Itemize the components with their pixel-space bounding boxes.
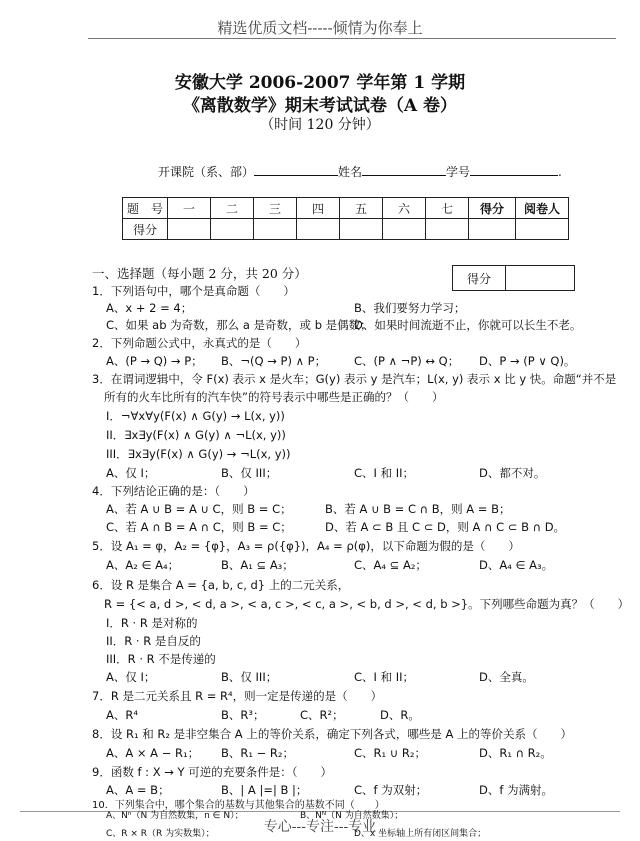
student-info-line	[158, 163, 562, 180]
name-blank[interactable]	[362, 163, 446, 176]
score-cell[interactable]	[340, 219, 383, 240]
question-stem-cont: 所有的火车比所有的汽车快”的符号表示中哪些是正确的？（ ）	[104, 390, 444, 404]
option-d: D、R₁ ∩ R₂。	[479, 746, 552, 760]
question-stem: 8．设 R₁ 和 R₂ 是非空集合 A 上的等价关系，确定下列各式，哪些是 A 上的等价关系（ ）	[92, 727, 572, 741]
statement-ii: II．R · R 是自反的	[106, 634, 201, 648]
question-stem: 1．下列语句中，哪个是真命题（ ）	[92, 284, 295, 298]
name-label: 姓名	[338, 165, 363, 179]
score-cell[interactable]	[516, 219, 569, 240]
option-b: B、¬(Q → P) ∧ P；	[221, 354, 327, 368]
header-cell: 得分	[469, 198, 516, 219]
option-d: D、P → (P ∨ Q)。	[479, 354, 576, 368]
question-stem: 7．R 是二元关系且 R = R⁴，则一定是传递的是（ ）	[92, 689, 383, 703]
header-cell: 题 号	[123, 198, 168, 219]
header-cell: 二	[211, 198, 254, 219]
score-cell[interactable]	[168, 219, 211, 240]
question-stem: 5．设 A₁ = φ，A₂ = {φ}，A₃ = ρ({φ})，A₄ = ρ(φ)，以下命题为假的是（ ）	[92, 539, 520, 553]
option-a: A、x + 2 = 4；	[106, 301, 193, 315]
option-a: A、A = B；	[106, 783, 170, 797]
score-cell[interactable]	[254, 219, 297, 240]
option-a: A、(P → Q) → P；	[106, 354, 203, 368]
header-cell: 六	[383, 198, 426, 219]
option-a: A、R⁴	[106, 708, 138, 722]
header-cell: 七	[426, 198, 469, 219]
option-b: B、仅 III；	[221, 670, 278, 684]
header-cell: 阅卷人	[516, 198, 569, 219]
option-a: A、Nⁿ（N 为自然数集，n ∈ N）；	[106, 811, 244, 821]
exam-subtitle: 《离散数学》期末考试试卷（A 卷）	[182, 96, 458, 116]
option-b: B、我们要努力学习；	[354, 301, 466, 315]
score-cell[interactable]	[211, 219, 254, 240]
option-a: A、仅 I；	[106, 466, 156, 480]
option-b: B、A₁ ⊆ A₃；	[221, 558, 294, 572]
header-cell: 五	[340, 198, 383, 219]
option-b: B、R₁ − R₂；	[221, 746, 295, 760]
option-a: A、若 A ∪ B = A ∪ C，则 B = C；	[106, 502, 292, 516]
option-c: C、若 A ∩ B = A ∩ C，则 B = C；	[106, 520, 292, 534]
section-score-box	[452, 265, 575, 291]
option-c: C、A₄ ⊆ A₂；	[354, 558, 427, 572]
exam-title: 安徽大学 2006-2007 学年第 1 学期	[174, 73, 466, 93]
option-a: A、A₂ ∈ A₄；	[106, 558, 180, 572]
option-c: C、I 和 II；	[354, 466, 415, 480]
option-a: A、A × A − R₁；	[106, 746, 200, 760]
college-blank[interactable]	[254, 163, 338, 176]
statement-iii: III．∃x∃y(F(x) ∧ G(y) → ¬L(x, y))	[106, 447, 291, 461]
college-label: 开课院（系、部）	[158, 165, 255, 179]
option-d: D、x 坐标轴上所有闭区间集合；	[354, 829, 487, 839]
question-stem-cont: R = {< a, d >, < d, a >, < a, c >, < c, a >, < b, d >, < d, b >}。下列哪些命题为真？（ ）	[104, 597, 630, 611]
id-label: 学号	[446, 165, 471, 179]
option-c: C、I 和 II；	[354, 670, 415, 684]
question-stem: 2．下列命题公式中，永真式的是（ ）	[92, 336, 307, 350]
option-b: B、R³；	[221, 708, 265, 722]
option-d: D、如果时间流逝不止，你就可以长生不老。	[354, 318, 582, 332]
score-cell[interactable]	[469, 219, 516, 240]
option-d: D、R。	[380, 708, 420, 722]
header-cell: 三	[254, 198, 297, 219]
score-cell[interactable]	[383, 219, 426, 240]
statement-i: I．R · R 是对称的	[106, 616, 198, 630]
header-cell: 一	[168, 198, 211, 219]
option-c: C、R₁ ∪ R₂；	[354, 746, 426, 760]
info-end: .	[558, 165, 562, 179]
page-footer: 专心---专注---专业	[263, 819, 377, 835]
option-d: D、全真。	[479, 670, 534, 684]
row-label-cell: 得分	[123, 219, 168, 240]
option-a: A、仅 I；	[106, 670, 156, 684]
exam-duration: （时间 120 分钟）	[260, 117, 380, 133]
score-header-row	[123, 198, 569, 219]
question-stem: 6．设 R 是集合 A = {a, b, c, d} 上的二元关系，	[92, 578, 350, 592]
statement-ii: II．∃x∃y(F(x) ∧ G(y) ∧ ¬L(x, y))	[106, 428, 286, 442]
section-score-cell[interactable]	[506, 266, 575, 291]
id-blank[interactable]	[470, 163, 558, 176]
option-b: B、若 A ∪ B = C ∩ B，则 A = B；	[325, 502, 511, 516]
score-cell[interactable]	[297, 219, 340, 240]
score-cell[interactable]	[426, 219, 469, 240]
score-value-row	[123, 219, 569, 240]
question-stem: 4．下列结论正确的是：（ ）	[92, 484, 255, 498]
option-c: C、(P ∧ ¬P) ↔ Q；	[354, 354, 460, 368]
page-header: 精选优质文档-----倾情为你奉上	[217, 19, 423, 37]
header-rule	[88, 38, 616, 39]
header-cell: 四	[297, 198, 340, 219]
option-c: C、如果 ab 为奇数，那么 a 是奇数，或 b 是偶数；	[106, 318, 372, 332]
option-b: B、Nᴺ（N 为自然数集）；	[300, 811, 404, 821]
question-stem: 9．函数 f : X → Y 可逆的充要条件是：（ ）	[92, 765, 332, 779]
option-b: B、仅 III；	[221, 466, 278, 480]
option-d: D、A₄ ∈ A₃。	[479, 558, 554, 572]
statement-iii: III．R · R 不是传递的	[106, 652, 216, 666]
section-score-label: 得分	[453, 266, 506, 291]
option-d: D、f 为满射。	[479, 783, 554, 797]
option-c: C、R × R（R 为实数集）；	[106, 829, 215, 839]
question-stem: 3．在谓词逻辑中，令 F(x) 表示 x 是火车；G(y) 表示 y 是汽车；L(x, y) 表示 x 比 y 快。命题“并不是	[92, 372, 617, 386]
question-stem: 10．下列集合中，哪个集合的基数与其他集合的基数不同（ ）	[92, 800, 385, 811]
section-title: 一、选择题（每小题 2 分，共 20 分）	[92, 266, 307, 281]
option-c: C、f 为双射；	[354, 783, 428, 797]
option-b: B、| A |=| B |；	[221, 783, 308, 797]
option-d: D、都不对。	[479, 466, 546, 480]
score-table	[122, 197, 569, 240]
statement-i: I．¬∀x∀y(F(x) ∧ G(y) → L(x, y))	[106, 409, 285, 423]
option-d: D、若 A ⊂ B 且 C ⊂ D，则 A ∩ C ⊂ B ∩ D。	[325, 520, 566, 534]
option-c: C、R²；	[300, 708, 344, 722]
